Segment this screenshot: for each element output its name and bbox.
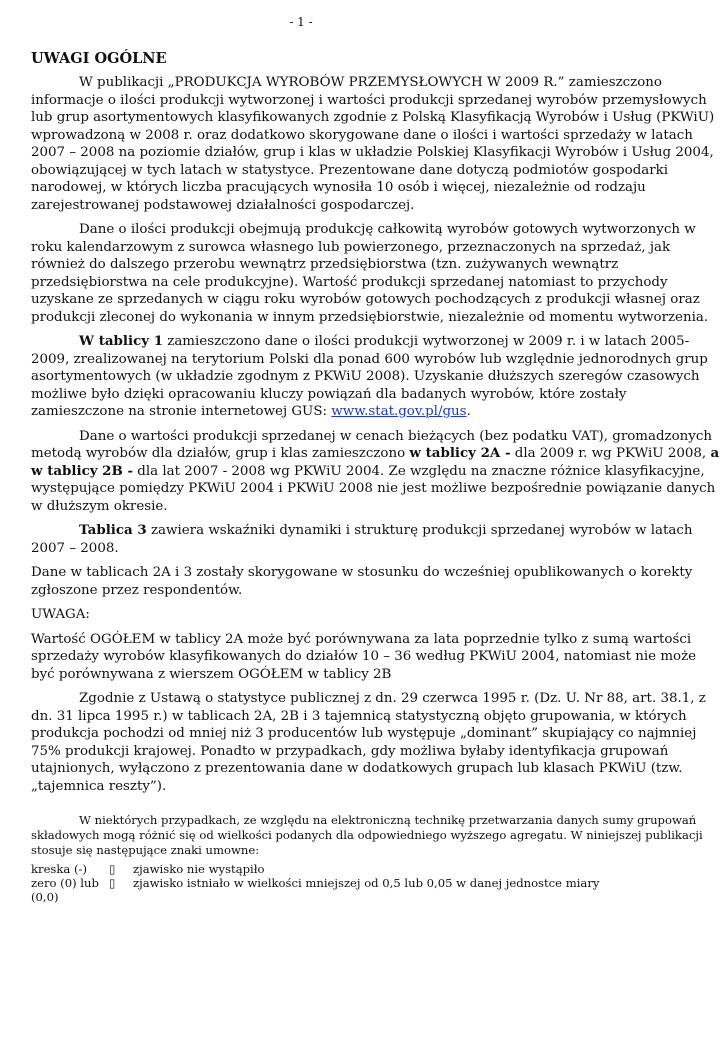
document-body <box>31 50 721 904</box>
legend-row <box>31 876 721 904</box>
page-number: - 1 - <box>289 15 313 29</box>
paragraph-symbols-intro: W niektórych przypadkach, ze względu na elektroniczną technikę przetwarzania danych sumy grupowań składowych mogą różnić się od wielkości podanych dla odpowiedniego wyższego agregatu. W niniejszej publikacji stosuje się następujące znaki umowne: <box>31 813 703 857</box>
paragraph-corrections: Dane w tablicach 2A i 3 zostały skorygowane w stosunku do wcześniej opublikowanych o korekty zgłoszone przez respondentów. <box>31 565 693 598</box>
legend-row <box>31 862 721 876</box>
table-2-text-a: Dane o wartości produkcji sprzedanej w cenach bieżących (bez podatku VAT), gromadzonych metodą wyrobów dla działów, grup i klas zamieszczono <box>31 428 712 461</box>
paragraph-production-definition: Dane o ilości produkcji obejmują produkcję całkowitą wyrobów gotowych wytworzonych w roku kalendarzowym z surowca własnego lub powierzonego, przeznaczonych na sprzedaż, jak również do dalszego przerobu wewnątrz przedsiębiorstwa (tzn. zużywanych wewnątrz przedsiębiorstwa na cele produkcyjne). Wartość produkcji sprzedanej natomiast to przychody uzyskane ze sprzedanych w ciągu roku wyrobów gotowych pochodzących z produkcji własnej oraz produkcji zleconej do wykonania w innym przedsiębiorstwie, niezależnie od momentu wytworzenia. <box>31 222 709 325</box>
paragraph-table-1 <box>31 333 721 421</box>
table-3-text: zawiera wskaźniki dynamiki i strukturę produkcji sprzedanej wyrobów w latach 2007 – 2008. <box>31 523 693 556</box>
paragraph-note: Wartość OGÓŁEM w tablicy 2A może być porównywana za lata poprzednie tylko z sumą wartości sprzedaży wyrobów klasyfikowanych do działów 10 – 36 według PKWiU 2004, natomiast nie może być porównywana z wierszem OGÓŁEM w tablicy 2B <box>31 631 697 682</box>
legend-description: zjawisko nie wystąpiło <box>133 862 265 876</box>
table-2b-ref: a w tablicy 2B - <box>31 445 720 479</box>
legend-symbol: zero (0) lub (0,0) <box>31 876 99 904</box>
legend-box-glyph: ▯ <box>109 876 116 890</box>
table-1-ref: W tablicy 1 <box>79 333 164 349</box>
paragraph-statistical-secrecy: Zgodnie z Ustawą o statystyce publicznej z dn. 29 czerwca 1995 r. (Dz. U. Nr 88, art. 38.1, z dn. 31 lipca 1995 r.) w tablicach 2A, 2B i 3 tajemnicą statystyczną objęto grupowania, w których produkcja pochodzi od mniej niż 3 producentów lub występuje „dominant” skupiający co najmniej 75% produkcji krajowej. Ponadto w przypadkach, gdy możliwa byłaby identyfikacja grupowań utajnionych, wyłączono z prezentowania dane w dodatkowych grupach lub klasach PKWiU (tzw. „tajemnica reszty”). <box>31 691 706 794</box>
legend-description: zjawisko istniało w wielkości mniejszej od 0,5 lub 0,05 w danej jednostce miary <box>133 876 600 890</box>
paragraph-publication-intro: W publikacji „PRODUKCJA WYROBÓW PRZEMYSŁOWYCH W 2009 R.” zamieszczono informacje o ilości produkcji wytworzonej i wartości produkcji sprzedanej wyrobów przemysłowych lub grup asortymentowych klasyfikowanych zgodnie z Polską Klasyfikacją Wyrobów i Usług (PKWiU) wprowadzoną w 2008 r. oraz dodatkowo skorygowane dane o ilości i wartości sprzedaży w latach 2007 – 2008 na poziomie działów, grup i klas w układzie Polskiej Klasyfikacji Wyrobów i Usług 2004, obowiązującej w tych latach w statystyce. Prezentowane dane dotyczą podmiotów gospodarki narodowej, w których liczba pracujących wynosiła 10 osób i więcej, niezależnie od rodzaju zarejestrowanej podstawowej działalności gospodarczej. <box>31 75 715 213</box>
note-label: UWAGA: <box>31 607 90 622</box>
legend-symbol: kreska (-) <box>31 862 87 876</box>
table-1-text: zamieszczono dane o ilości produkcji wytworzonej w 2009 r. i w latach 2005-2009, zrealizowanej na terytorium Polski dla ponad 600 wyrobów lub względnie jednorodnych grup asortymentowych (w układzie zgodnym z PKWiU 2008). Uzyskanie dłuższych szeregów czasowych możliwe było dzięki opracowaniu kluczy powiązań dla badanych wyrobów, które zostały zamieszczone na stronie internetowej GUS: <box>31 334 708 419</box>
paragraph-table-2 <box>31 428 721 516</box>
gus-website-link[interactable]: www.stat.gov.pl/gus <box>331 404 467 419</box>
table-1-end: . <box>466 404 471 419</box>
legend-box-glyph: ▯ <box>109 862 116 876</box>
section-heading: UWAGI OGÓLNE <box>31 50 167 67</box>
symbols-legend <box>31 862 721 904</box>
table-3-ref: Tablica 3 <box>79 522 147 538</box>
table-2-text-c: dla 2009 r. wg PKWiU 2008, <box>510 446 711 461</box>
table-2-text-d: dla lat 2007 - 2008 wg PKWiU 2004. Ze względu na znaczne różnice klasyfikacyjne, występujące pomiędzy PKWiU 2004 i PKWiU 2008 nie jest możliwe bezpośrednie powiązanie danych w dłuższym okresie. <box>31 463 716 514</box>
paragraph-table-3 <box>31 522 721 557</box>
table-2a-ref: w tablicy 2A - <box>409 445 511 461</box>
